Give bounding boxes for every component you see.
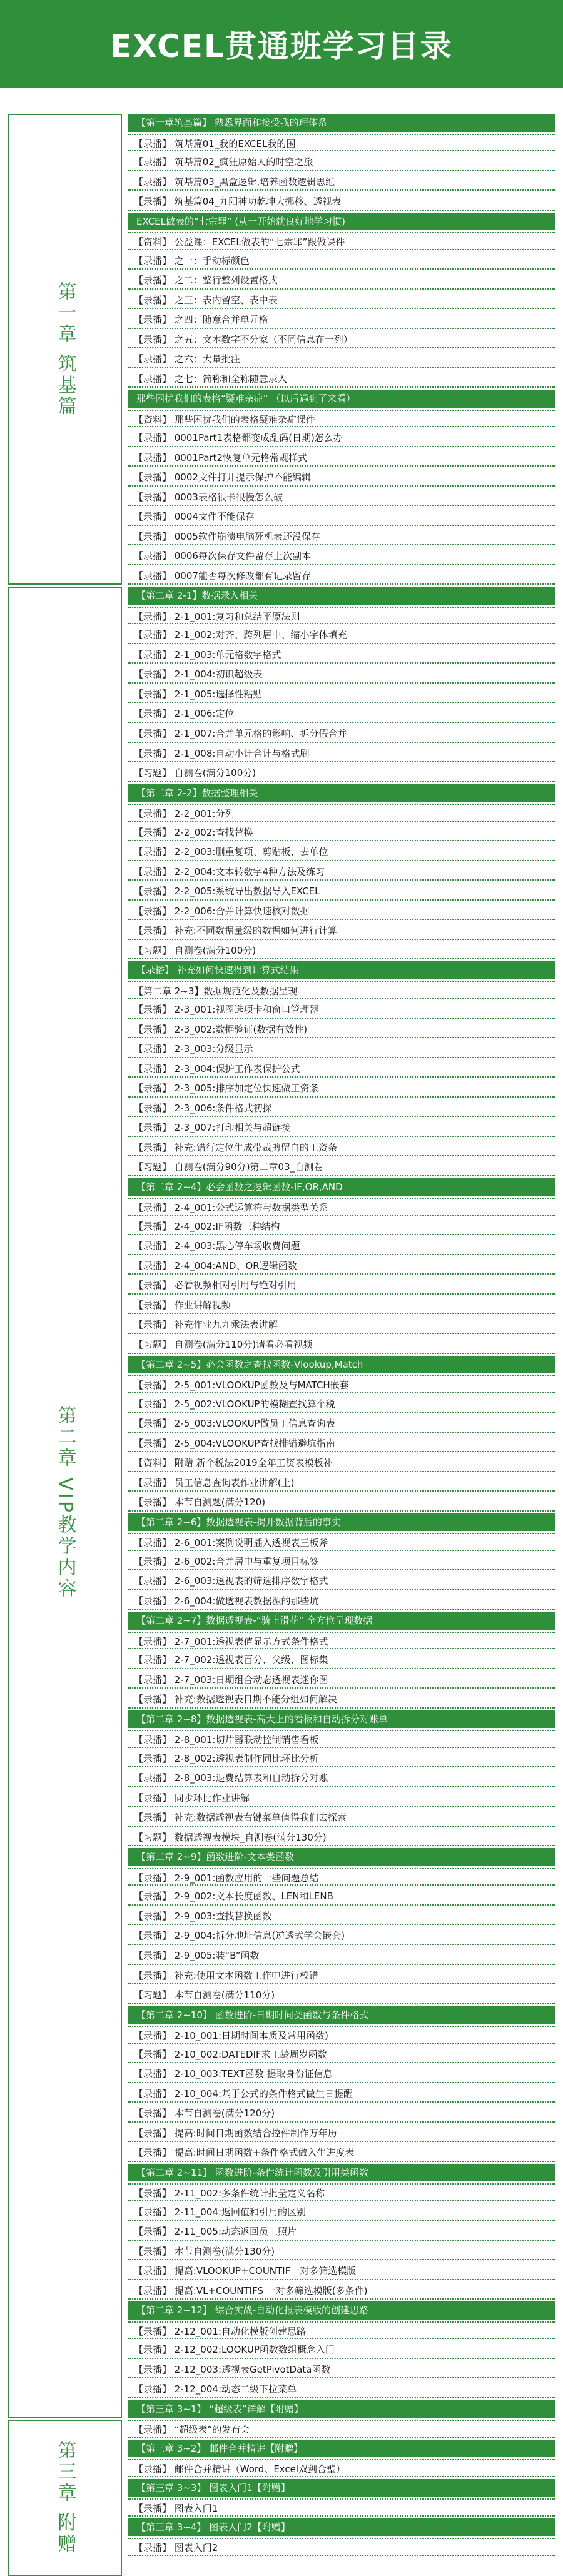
- list-item: 【录播】 2-3_003:分级显示: [128, 1040, 555, 1058]
- list-item: 【录播】 2-2_003:删重复项、剪贴板、去单位: [128, 843, 555, 861]
- list-item: 【录播】 筑基篇01_我的EXCEL我的国: [128, 134, 555, 152]
- chapter-1-label: 第一章 筑基篇: [8, 114, 122, 585]
- list-item: 【录播】 0003表格很卡很慢怎么破: [128, 488, 555, 507]
- list-item: 【录播】 2-1_003:单元格数字格式: [128, 646, 555, 664]
- section-header: 【录播】 补充如何快速得到计算式结果: [128, 961, 555, 979]
- list-item: 【录播】 提高:VLOOKUP+COUNTIF一对多筛选模版: [128, 2262, 555, 2280]
- list-item: 【录播】 之一：手动标颜色: [128, 252, 555, 270]
- list-item: 【第二章 2~3】数据规范化及数据呈现: [128, 981, 555, 999]
- list-item: 【录播】 作业讲解视频: [128, 1296, 555, 1315]
- list-item: 【录播】 本节自测卷(满分120分): [128, 2104, 555, 2123]
- list-item: 【录播】 2-2_002:查找替换: [128, 824, 555, 842]
- list-item: 【录播】 2-2_006:合并计算快速核对数据: [128, 902, 555, 921]
- section-header: 【第二章 2~12】 综合实战-自动化报表模版的创建思路: [128, 2301, 555, 2320]
- list-item: 【录播】 2-4_002:IF函数三种结构: [128, 1218, 555, 1236]
- list-item: 【录播】 2-11_005:动态返回员工照片: [128, 2223, 555, 2241]
- list-item: 【录播】 2-4_004:AND、OR逻辑函数: [128, 1257, 555, 1275]
- list-item: 【录播】 2-6_002:合并居中与重复项目标签: [128, 1553, 555, 1571]
- list-item: 【录播】 员工信息查询表作业讲解(上): [128, 1474, 555, 1492]
- list-item: 【录播】 2-2_001:分列: [128, 804, 555, 822]
- list-item: 【录播】 本节自测卷(满分130分): [128, 2243, 555, 2261]
- list-item: 【录播】 2-10_002:DATEDIF求工龄周岁函数: [128, 2046, 555, 2064]
- section-header: 【第三章 3~1】 “超级表”详解【附赠】: [128, 2400, 555, 2418]
- list-item: 【录播】 之五：文本数字不分家（不同信息在一列）: [128, 331, 555, 349]
- list-item: 【习题】 自测卷(满分100分): [128, 942, 555, 960]
- list-item: 【录播】 提高:时间日期函数结合控件制作万年历: [128, 2124, 555, 2143]
- list-item: 【录播】 必看视频相对引用与绝对引用: [128, 1276, 555, 1295]
- list-item: 【录播】 2-4_001:公式运算符与数据类型关系: [128, 1198, 555, 1216]
- list-item: 【录播】 图表入门2: [128, 2538, 555, 2556]
- section-header: 【第二章 2~10】 函数进阶-日期时间类函数与条件格式: [128, 2006, 555, 2024]
- list-item: 【习题】 数据透视表模块_自测卷(满分130分): [128, 1829, 555, 1847]
- section-header: EXCEL做表的“七宗罪” (从一开始就良好地学习惯): [128, 213, 555, 231]
- list-item: 【录播】 筑基篇03_黑盒逻辑,培养函数逻辑思维: [128, 173, 555, 191]
- list-item: 【录播】 2-6_003:透视表的筛选排序数字格式: [128, 1572, 555, 1590]
- list-item: 【录播】 2-1_008:自动小计合计与格式刷: [128, 745, 555, 763]
- list-item: 【录播】 补充:数据透视表右键菜单值得我们去探索: [128, 1809, 555, 1827]
- list-item: 【录播】 2-3_007:打印相关与超链接: [128, 1119, 555, 1137]
- list-item: 【录播】 0007能否每次修改都有记录留存: [128, 567, 555, 585]
- list-item: 【录播】 补充作业九九乘法表讲解: [128, 1316, 555, 1334]
- list-item: 【录播】 0002文件打开提示保护不能编辑: [128, 468, 555, 487]
- section-header: 【第一章筑基篇】 熟悉界面和接受我的理体系: [128, 114, 555, 132]
- list-item: 【录播】 2-8_002:透视表制作同比环比分析: [128, 1750, 555, 1768]
- list-item: 【录播】 2-1_002:对齐、跨列居中、缩小字体填充: [128, 626, 555, 644]
- list-item: 【录播】 2-3_006:条件格式初探: [128, 1099, 555, 1118]
- list-item: 【录播】 提高:VL+COUNTIFS 一对多筛选模版(多条件): [128, 2282, 555, 2300]
- list-item: 【录播】 同步环比作业讲解: [128, 1789, 555, 1807]
- section-header: 【第二章 2~7】数据透视表-“骑上滑花” 全方位呈现数据: [128, 1612, 555, 1630]
- list-item: 【录播】 0004文件不能保存: [128, 508, 555, 526]
- list-item: 【录播】 2-1_005:选择性粘贴: [128, 685, 555, 704]
- list-item: 【录播】 补充:数据透视表日期不能分组如何解决: [128, 1690, 555, 1709]
- list-item: 【录播】 2-7_003:日期组合动态透视表迷你图: [128, 1671, 555, 1689]
- section-header: 【第二章 2-1】数据录入相关: [128, 587, 555, 605]
- list-item: 【录播】 2-9_002:文本长度函数、LEN和LENB: [128, 1887, 555, 1906]
- list-item: 【录播】 2-9_001:函数应用的一些问题总结: [128, 1868, 555, 1886]
- list-item: 【录播】 补充:错行定位生成带裁剪留白的工资条: [128, 1139, 555, 1157]
- list-item: 【录播】 2-11_004:返回值和引用的区别: [128, 2203, 555, 2221]
- list-item: 【录播】 补充:使用文本函数工作中进行校错: [128, 1967, 555, 1985]
- section-header: 【第二章 2~6】数据透视表-揭开数据背后的事实: [128, 1513, 555, 1532]
- section-header: 【第二章 2~8】数据透视表-高大上的看板和自动拆分对账单: [128, 1710, 555, 1729]
- section-header: 【第二章 2-2】数据整理相关: [128, 784, 555, 802]
- list-item: 【录播】 2-3_002:数据验证(数据有效性): [128, 1021, 555, 1039]
- list-item: 【录播】 2-5_002:VLOOKUP的模糊查找算个税: [128, 1395, 555, 1413]
- list-item: 【录播】 之二：整行整列设置格式: [128, 271, 555, 290]
- list-item: 【录播】 2-3_001:视图选项卡和窗口管理器: [128, 1001, 555, 1019]
- list-item: 【录播】 2-4_003:黑心停车场收费问题: [128, 1237, 555, 1255]
- list-item: 【习题】 本节自测卷(满分110分): [128, 1986, 555, 2004]
- list-item: 【录播】 0005软件崩溃电脑死机表还没保存: [128, 528, 555, 546]
- list-item: 【录播】 2-3_004:保护工作表保护公式: [128, 1060, 555, 1078]
- list-item: 【录播】 2-11_002:多条件统计批量定义名称: [128, 2183, 555, 2201]
- list-item: 【录播】 提高:时间日期函数+条件格式做入生进度表: [128, 2144, 555, 2162]
- section-header: 【第二章 2~5】必会函数之查找函数-Vlookup,Match: [128, 1356, 555, 1374]
- chapter-3-label: 第三章 附赠: [8, 2420, 122, 2575]
- list-item: 【录播】 2-12_003:透视表GetPivotData函数: [128, 2361, 555, 2379]
- list-item: 【资料】 那些困扰我们的表格疑难杂症课件: [128, 410, 555, 428]
- list-item: 【录播】 筑基篇02_疯狂原始人的时空之旅: [128, 153, 555, 171]
- section-header: 【第二章 2~4】必会函数之逻辑函数-IF,OR,AND: [128, 1178, 555, 1196]
- list-item: 【录播】 2-10_001:日期时间本质及常用函数): [128, 2026, 555, 2044]
- list-item: 【资料】 公益课：EXCEL做表的“七宗罪”跟做课件: [128, 232, 555, 250]
- page-title: EXCEL贯通班学习目录: [0, 0, 563, 88]
- list-item: 【录播】 2-5_003:VLOOKUP做员工信息查询表: [128, 1415, 555, 1433]
- list-item: 【录播】 2-6_004:做透视表数据源的那些坑: [128, 1592, 555, 1610]
- list-item: 【录播】 2-3_005:排序加定位快速做工资条: [128, 1079, 555, 1098]
- list-item: 【录播】 0001Part2恢复单元格常规样式: [128, 449, 555, 467]
- list-item: 【录播】 2-9_004:拆分地址信息(逆透式学会嵌套): [128, 1927, 555, 1945]
- list-item: 【录播】 2-1_006:定位: [128, 705, 555, 723]
- section-header: 【第三章 3~3】 图表入门1【附赠】: [128, 2479, 555, 2497]
- list-item: 【录播】 2-12_001:自动化模版创建思路: [128, 2321, 555, 2340]
- chapter-2-label: 第二章 VIP教学内容: [8, 587, 122, 2418]
- list-item: 【录播】 2-1_001:复习和总结平原法则: [128, 607, 555, 625]
- list-item: 【录播】 2-2_005:系统导出数据导入EXCEL: [128, 882, 555, 901]
- list-item: 【录播】 图表入门1: [128, 2498, 555, 2517]
- list-item: 【录播】 2-8_001:切片器联动控制销售看板: [128, 1730, 555, 1748]
- list-item: 【录播】 2-9_003:查找替换函数: [128, 1907, 555, 1926]
- list-item: 【录播】 之三：表内留空、表中表: [128, 291, 555, 310]
- list-item: 【录播】 2-1_007:合并单元格的影响、拆分假合并: [128, 725, 555, 743]
- list-item: 【录播】 2-5_004:VLOOKUP查找排错避坑指南: [128, 1435, 555, 1453]
- list-item: 【习题】 自测卷(满分110分)请看必看视频: [128, 1336, 555, 1354]
- list-item: 【习题】 自测卷(满分90分)第二章03_自测卷: [128, 1158, 555, 1176]
- list-item: 【录播】 2-12_004:动态二级下拉菜单: [128, 2380, 555, 2398]
- list-item: 【录播】 0001Part1表格都变成乱码(日期)怎么办: [128, 429, 555, 447]
- section-header: 【第三章 3~2】 邮件合并精讲【附赠】: [128, 2440, 555, 2458]
- list-item: 【录播】 2-10_003:TEXT函数 提取身份证信息: [128, 2065, 555, 2083]
- section-header: 【第二章 2~9】函数进阶-文本类函数: [128, 1848, 555, 1866]
- list-item: 【录播】 2-6_001:案例说明插入透视表三板斧: [128, 1533, 555, 1551]
- list-item: 【录播】 2-8_003:退费结算表和自动拆分对账: [128, 1769, 555, 1787]
- list-item: 【录播】 2-2_004:文本转数字4种方法及练习: [128, 863, 555, 881]
- section-header: 【第三章 3~4】 图表入门2【附赠】: [128, 2518, 555, 2537]
- list-item: 【录播】 补充:不同数据量级的数据如何进行计算: [128, 922, 555, 940]
- list-item: 【习题】 自测卷(满分100分): [128, 764, 555, 782]
- list-item: 【录播】 2-12_002:LOOKUP函数数组概念入门: [128, 2341, 555, 2359]
- list-item: 【录播】 2-1_004:初识超级表: [128, 665, 555, 684]
- list-item: 【录播】 2-5_001:VLOOKUP函数及与MATCH嵌套: [128, 1375, 555, 1393]
- list-item: 【录播】 之六：大量批注: [128, 350, 555, 368]
- list-item: 【录播】 筑基篇04_九阳神功乾坤大挪移、透视表: [128, 193, 555, 211]
- list-item: 【录播】 “超级表”的发布会: [128, 2420, 555, 2438]
- list-item: 【录播】 0006每次保存文件留存上次副本: [128, 547, 555, 565]
- list-item: 【录播】 2-7_002:透视表百分、父级、图标集: [128, 1651, 555, 1669]
- list-item: 【录播】 本节自测题(满分120): [128, 1493, 555, 1512]
- section-header: 那些困扰我们的表格“疑难杂症” （以后遇到了来看）: [128, 390, 555, 408]
- list-item: 【录播】 邮件合并精讲（Word、Excel双剑合璧）: [128, 2459, 555, 2477]
- list-item: 【录播】 2-7_001:透视表值显示方式条件格式: [128, 1632, 555, 1650]
- list-item: 【录播】 2-10_004:基于公式的条件格式做生日提醒: [128, 2085, 555, 2103]
- list-item: 【录播】 之七：简称和全称随意录入: [128, 370, 555, 388]
- list-item: 【资料】 附赠 新个税法2019全年工资表模板补: [128, 1454, 555, 1472]
- list-item: 【录播】 2-9_005:装“B”函数: [128, 1947, 555, 1965]
- section-header: 【第二章 2~11】 函数进阶-条件统计函数及引用类函数: [128, 2164, 555, 2182]
- list-item: 【录播】 之四：随意合并单元格: [128, 311, 555, 329]
